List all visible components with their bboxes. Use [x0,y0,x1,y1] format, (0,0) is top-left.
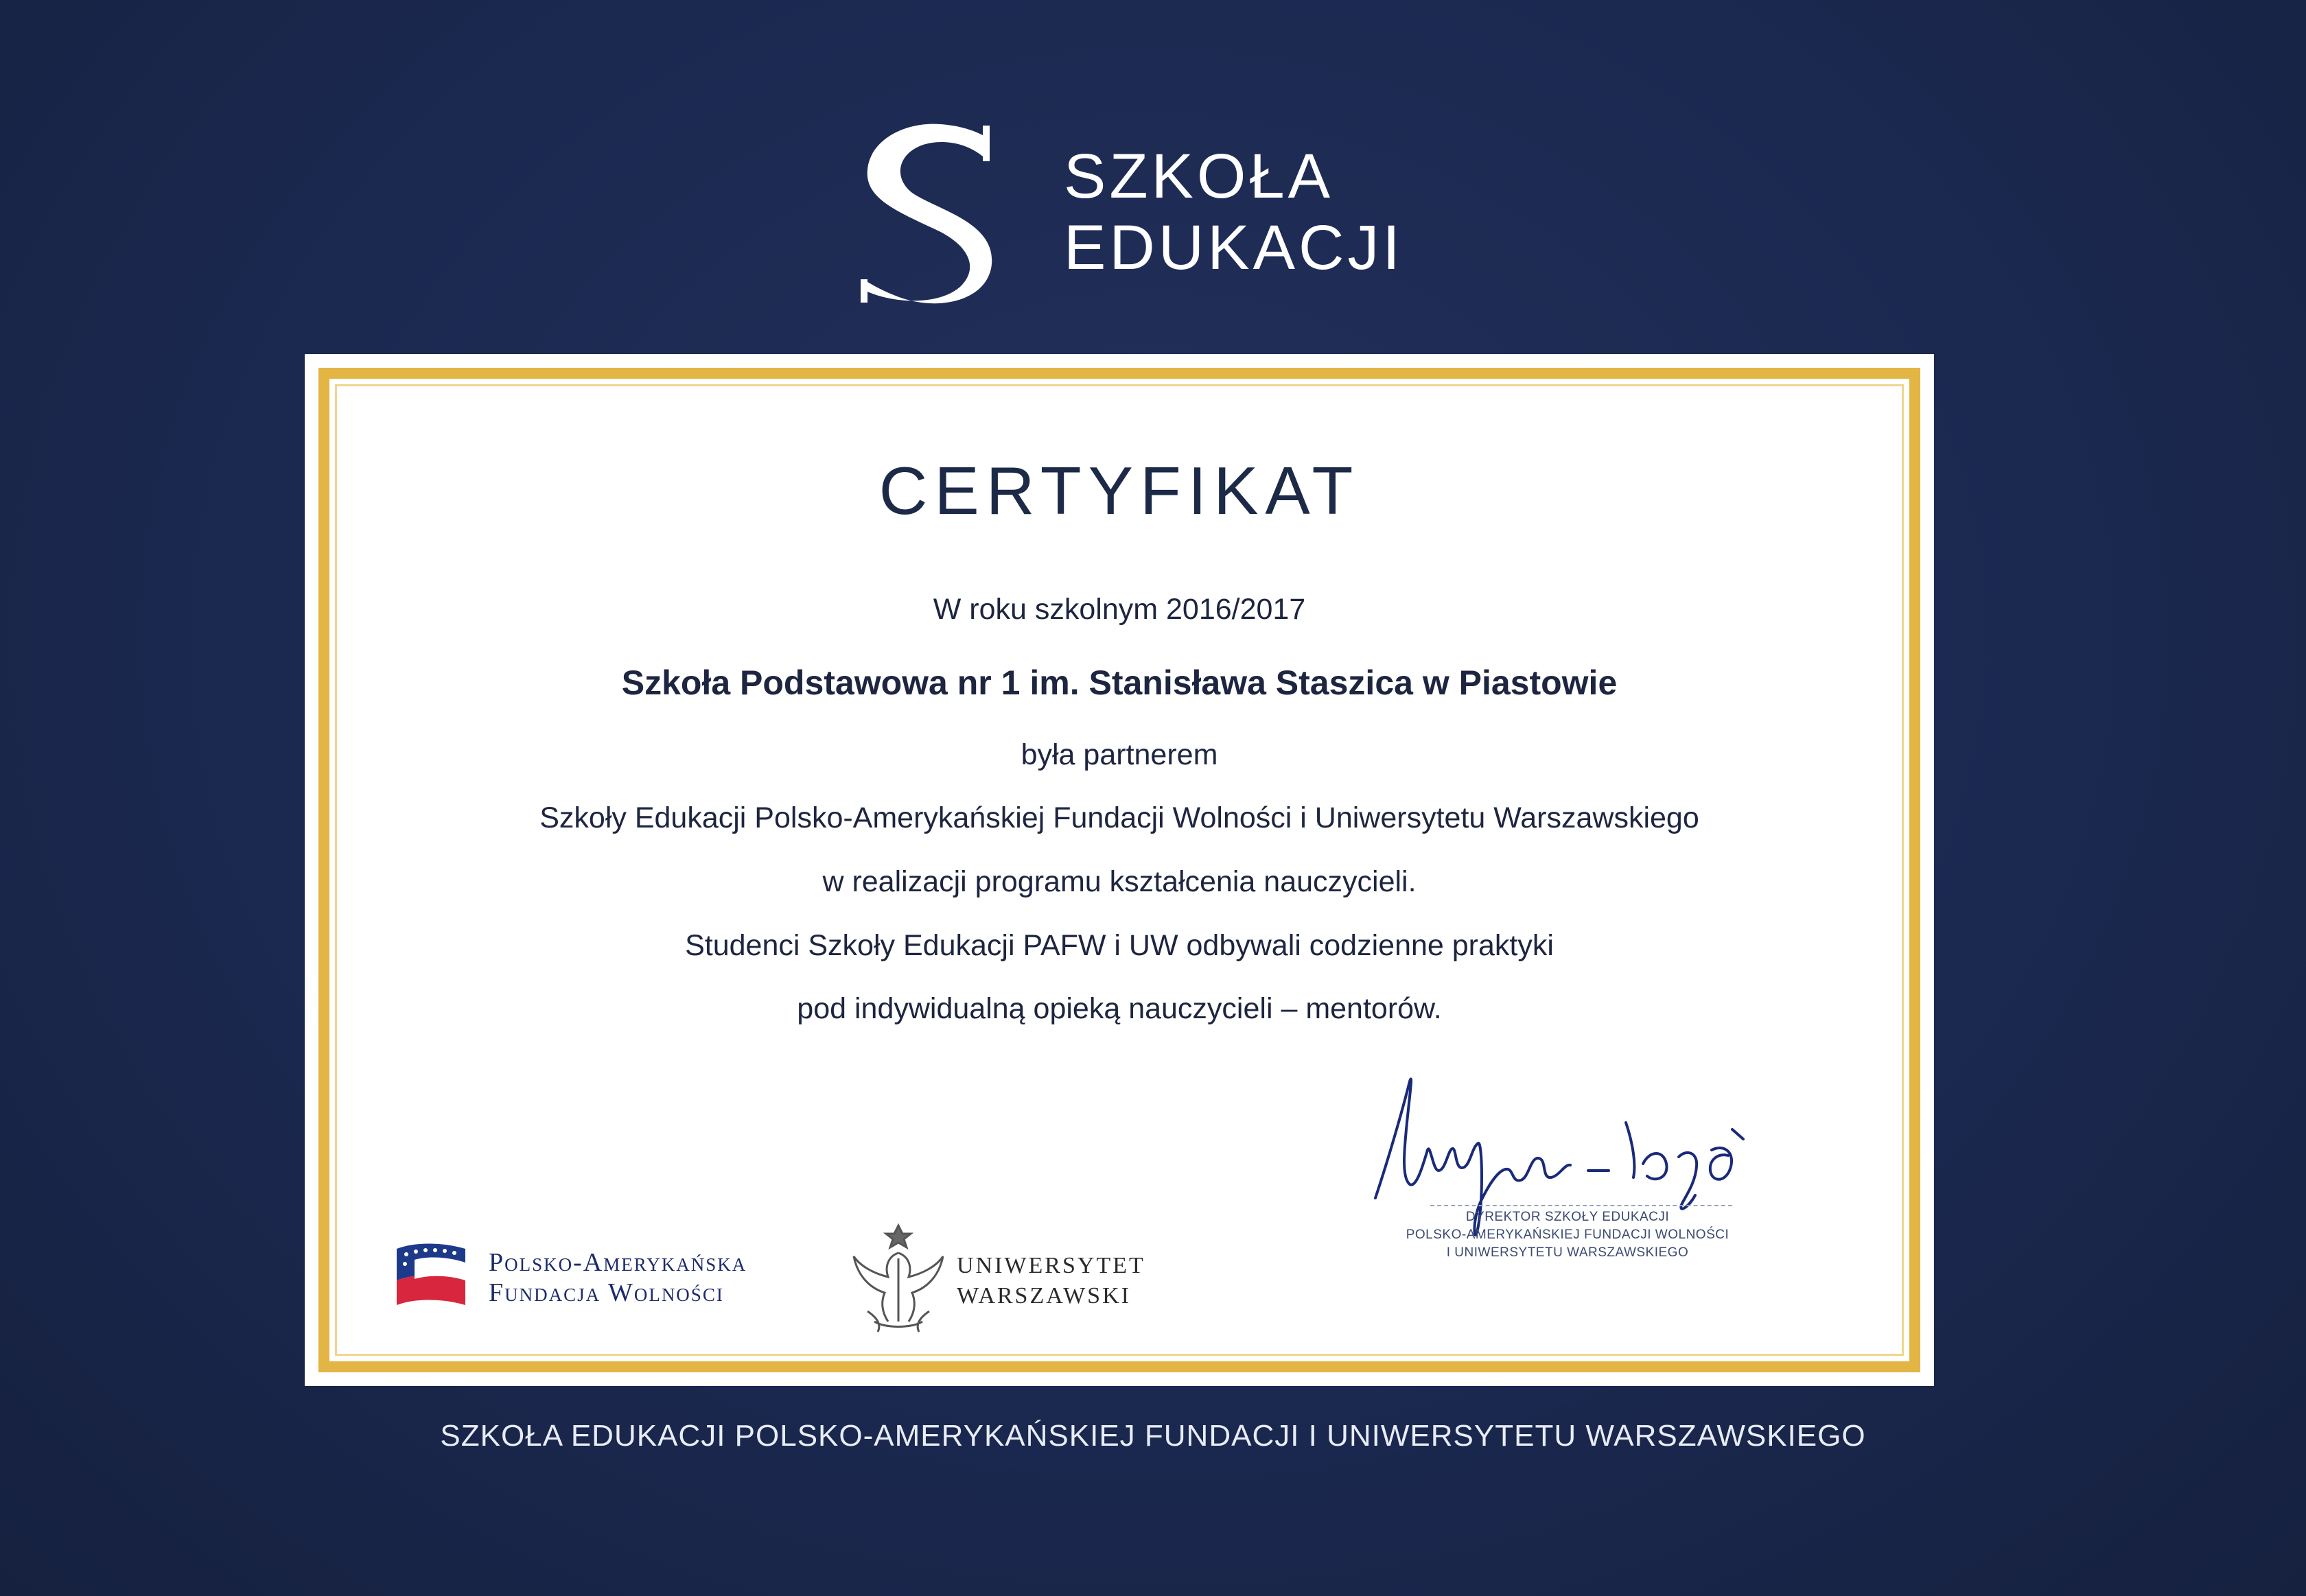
brand-name [1064,141,1404,283]
pafw-flag-icon [394,1239,469,1308]
pafw-logo [394,1239,778,1315]
uw-line1: UNIWERSYTET [957,1253,1145,1278]
signature-caption-line1: DYREKTOR SZKOŁY EDUKACJI [1465,1210,1670,1224]
pafw-line2: Fundacja Wolności [489,1278,724,1307]
partner-line: była partnerem [1021,738,1218,771]
brand-line2: EDUKACJI [1064,213,1404,283]
s-logo-icon [858,120,1002,305]
header-logo [858,120,1476,305]
certificate-title: CERTYFIKAT [878,453,1360,528]
footer-text: SZKOŁA EDUKACJI POLSKO-AMERYKAŃSKIEJ FUNDACJI I UNIWERSYTETU WARSZAWSKIEGO [440,1419,1866,1453]
brand-line1: SZKOŁA [1064,141,1334,211]
program-line: w realizacji programu kształcenia nauczycieli. [822,865,1417,898]
mentors-line: pod indywidualną opieką nauczycieli – mentorów. [797,992,1442,1025]
uw-logo [847,1219,1145,1335]
school-name: Szkoła Podstawowa nr 1 im. Stanisława Staszica w Piastowie [621,664,1618,702]
signature-caption-line2: POLSKO-AMERYKAŃSKIEJ FUNDACJI WOLNOŚCI [1406,1228,1730,1242]
uw-line2: WARSZAWSKI [957,1283,1131,1309]
certificate-card [305,354,1934,1386]
organization-line: Szkoły Edukacji Polsko-Amerykańskiej Fundacji Wolności i Uniwersytetu Warszawskiego [539,801,1699,834]
students-line: Studenci Szkoły Edukacji PAFW i UW odbywali codzienne praktyki [685,929,1554,962]
signature-line [1430,1205,1732,1206]
signature-caption-line3: I UNIWERSYTETU WARSZAWSKIEGO [1446,1245,1689,1260]
pafw-line1: Polsko-Amerykańska [489,1248,747,1277]
uw-eagle-icon [847,1219,950,1335]
year-line: W roku szkolnym 2016/2017 [933,593,1306,626]
